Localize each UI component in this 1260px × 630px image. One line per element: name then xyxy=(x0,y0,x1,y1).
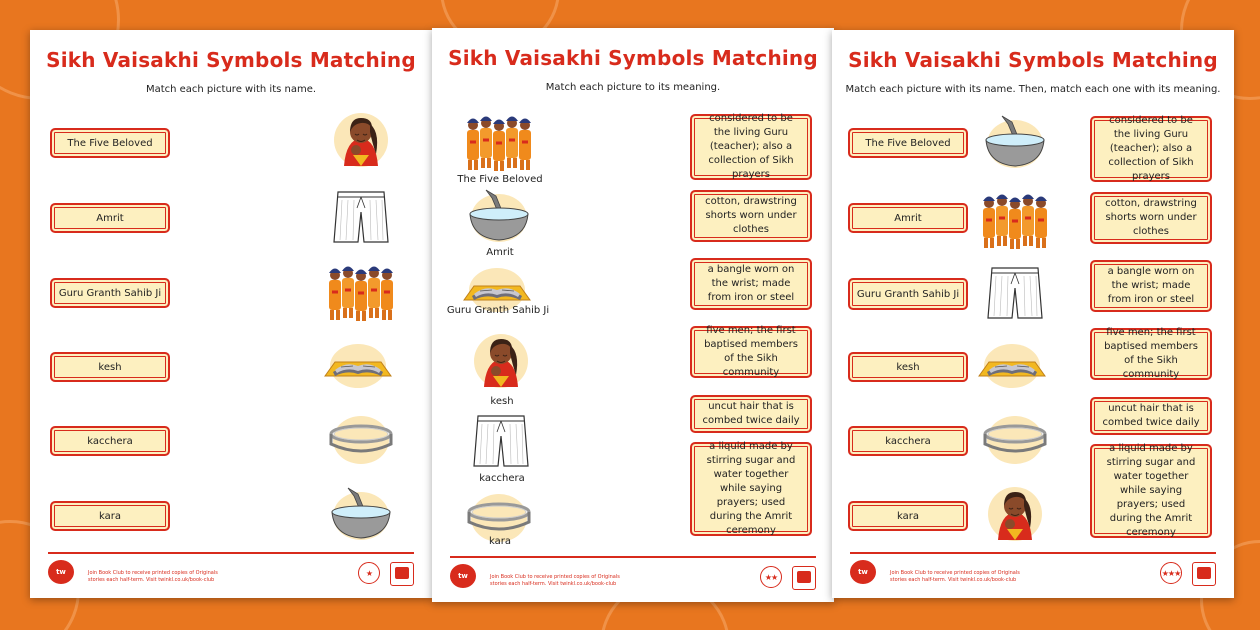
kacchera-shorts-icon[interactable] xyxy=(980,262,1050,322)
picture-caption: The Five Beloved xyxy=(457,174,543,185)
footer-text: Join Book Club to receive printed copies of Originals stories each half-term. Visit twinkl.co.uk/book-club xyxy=(490,574,620,587)
label-card[interactable]: kesh xyxy=(848,352,968,382)
label-card[interactable]: kesh xyxy=(50,352,170,382)
label-card[interactable]: The Five Beloved xyxy=(848,128,968,158)
kacchera-shorts-icon[interactable] xyxy=(466,410,536,470)
sheet-instructions: Match each picture to its meaning. xyxy=(545,82,721,93)
label-card[interactable]: kacchera xyxy=(848,426,968,456)
twinkl-logo: tw xyxy=(850,560,876,584)
footer-divider xyxy=(450,556,816,558)
meaning-card[interactable]: cotton, drawstring shorts worn under clothes xyxy=(1090,192,1212,244)
footer-divider xyxy=(850,552,1216,554)
difficulty-stars: ★ xyxy=(358,562,380,584)
five-beloved-icon[interactable] xyxy=(326,262,396,322)
book-club-badge-icon xyxy=(390,562,414,586)
label-card[interactable]: Amrit xyxy=(50,203,170,233)
five-beloved-icon[interactable] xyxy=(464,112,534,172)
kacchera-shorts-icon[interactable] xyxy=(326,186,396,246)
kara-bangle-icon[interactable] xyxy=(326,410,396,470)
footer-text: Join Book Club to receive printed copies of Originals stories each half-term. Visit twinkl.co.uk/book-club xyxy=(890,570,1020,583)
meaning-card[interactable]: considered to be the living Guru (teacher); also a collection of Sikh prayers xyxy=(690,114,812,180)
picture-caption: kesh xyxy=(490,396,514,407)
five-beloved-icon[interactable] xyxy=(980,190,1050,250)
label-card[interactable]: The Five Beloved xyxy=(50,128,170,158)
sheet-instructions: Match each picture with its name. Then, match each one with its meaning. xyxy=(845,84,1221,95)
book-club-badge-icon xyxy=(1192,562,1216,586)
kesh-girl-icon[interactable] xyxy=(980,484,1050,544)
picture-caption: kacchera xyxy=(479,473,525,484)
kesh-girl-icon[interactable] xyxy=(466,331,536,391)
meaning-card[interactable]: five men; the first baptised members of the Sikh community xyxy=(1090,328,1212,380)
worksheet-1 xyxy=(30,30,432,598)
picture-caption: Amrit xyxy=(486,247,514,258)
meaning-card[interactable]: a bangle worn on the wrist; made from iron or steel xyxy=(690,258,812,310)
meaning-card[interactable]: considered to be the living Guru (teacher); also a collection of Sikh prayers xyxy=(1090,116,1212,182)
meaning-card[interactable]: a bangle worn on the wrist; made from iron or steel xyxy=(1090,260,1212,312)
sheet-title: Sikh Vaisakhi Symbols Matching xyxy=(46,48,416,72)
picture-caption: kara xyxy=(489,536,511,547)
meaning-card[interactable]: five men; the first baptised members of the Sikh community xyxy=(690,326,812,378)
footer-divider xyxy=(48,552,414,554)
twinkl-logo: tw xyxy=(450,564,476,588)
label-card[interactable]: kara xyxy=(848,501,968,531)
sheet-instructions: Match each picture with its name. xyxy=(145,84,317,95)
difficulty-stars: ★★★ xyxy=(1160,562,1182,584)
book-club-badge-icon xyxy=(792,566,816,590)
twinkl-logo: tw xyxy=(48,560,74,584)
kara-bangle-icon[interactable] xyxy=(980,410,1050,470)
label-card[interactable]: kacchera xyxy=(50,426,170,456)
meaning-card[interactable]: a liquid made by stirring sugar and water together while saying prayers; used during the Amrit ceremony xyxy=(690,442,812,536)
sheet-title: Sikh Vaisakhi Symbols Matching xyxy=(848,48,1218,72)
holy-book-icon[interactable] xyxy=(320,336,396,396)
meaning-card[interactable]: uncut hair that is combed twice daily xyxy=(690,395,812,433)
label-card[interactable]: Amrit xyxy=(848,203,968,233)
amrit-bowl-icon[interactable] xyxy=(326,484,396,544)
kesh-girl-icon[interactable] xyxy=(326,110,396,170)
picture-caption: Guru Granth Sahib Ji xyxy=(446,305,550,316)
holy-book-icon[interactable] xyxy=(972,336,1052,396)
meaning-card[interactable]: uncut hair that is combed twice daily xyxy=(1090,397,1212,435)
meaning-card[interactable]: a liquid made by stirring sugar and water together while saying prayers; used during the Amrit ceremony xyxy=(1090,444,1212,538)
meaning-card[interactable]: cotton, drawstring shorts worn under clothes xyxy=(690,190,812,242)
label-card[interactable]: Guru Granth Sahib Ji xyxy=(50,278,170,308)
label-card[interactable]: kara xyxy=(50,501,170,531)
worksheet-3 xyxy=(832,30,1234,598)
sheet-title: Sikh Vaisakhi Symbols Matching xyxy=(448,46,818,70)
footer-text: Join Book Club to receive printed copies of Originals stories each half-term. Visit twinkl.co.uk/book-club xyxy=(88,570,218,583)
difficulty-stars: ★★ xyxy=(760,566,782,588)
amrit-bowl-icon[interactable] xyxy=(464,186,534,246)
amrit-bowl-icon[interactable] xyxy=(980,112,1050,172)
label-card[interactable]: Guru Granth Sahib Ji xyxy=(848,278,968,310)
worksheet-2 xyxy=(432,28,834,602)
